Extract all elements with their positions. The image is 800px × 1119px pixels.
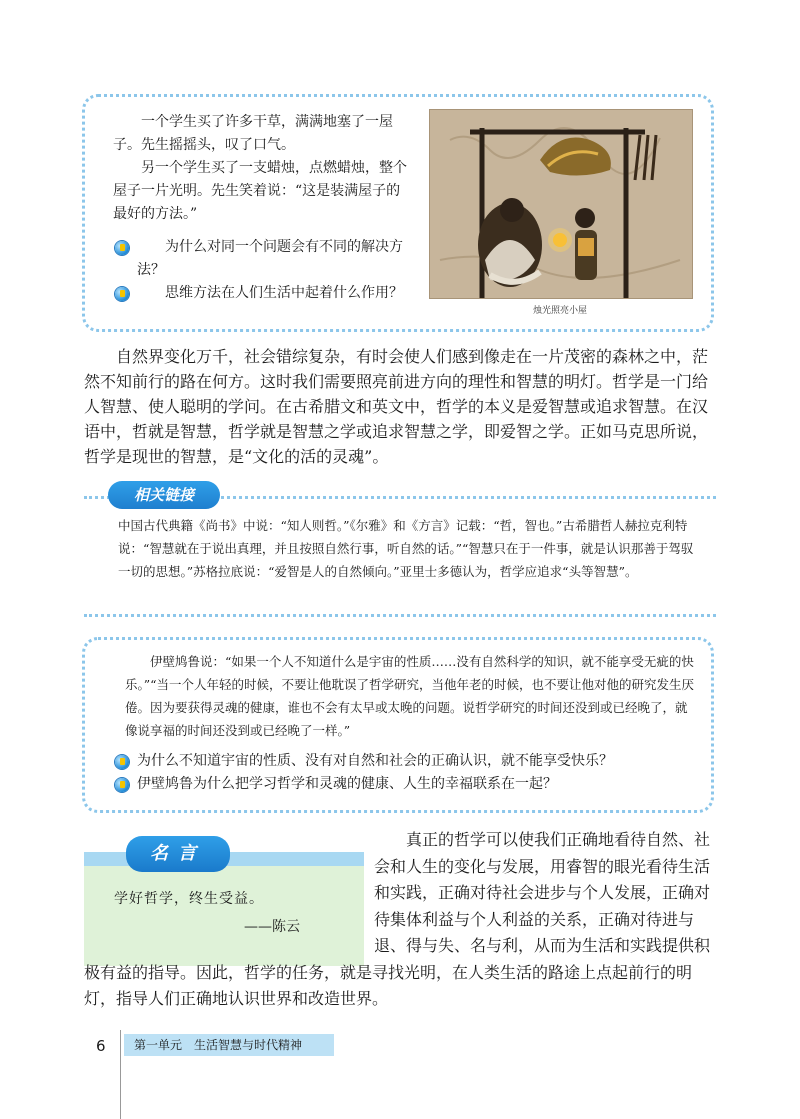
- footer-divider: [120, 1030, 121, 1119]
- epicurus-question-2: 伊壁鸠鲁为什么把学习哲学和灵魂的健康、人生的幸福联系在一起？: [113, 773, 693, 796]
- epicurus-question-1: 为什么不知道宇宙的性质、没有对自然和社会的正确认识，就不能享受快乐？: [113, 750, 693, 773]
- story-text: [113, 111, 413, 305]
- story-paragraph-2: 另一个学生买了一支蜡烛，点燃蜡烛，整个屋子一片光明。先生笑着说：“这是装满屋子的最好的方法。”: [113, 160, 407, 222]
- question-bullet-icon: [115, 287, 129, 301]
- story-question-1: 为什么对同一个问题会有不同的解决方法？: [113, 236, 413, 282]
- motto-quote: 学好哲学，终生受益。: [114, 891, 264, 907]
- epicurus-quote: 伊壁鸠鲁说：“如果一个人不知道什么是宇宙的性质……没有自然科学的知识，就不能享受无疵的快乐。”“当一个人年轻的时候，不要让他耽误了哲学研究，当他年老的时候，也不要让他对他的研究发生厌倦。因为要获得灵魂的健康，谁也不会有太早或太晚的问题。说哲学研究的时间还没到或已经晚了，就像说享福的时间还没到或已经晚了一样。”: [125, 654, 695, 738]
- related-link-text: 中国古代典籍《尚书》中说：“知人则哲。”《尔雅》和《方言》记载：“哲，智也。”古希腊哲人赫拉克利特说：“智慧就在于说出真理，并且按照自然行事，听自然的话。”“智慧只在于一件事，就是认识那善于驾驭一切的思想。”苏格拉底说：“爱智是人的自然倾向。”亚里士多德认为，哲学应追求“头等智慧”。: [118, 518, 694, 579]
- question-bullet-icon: [115, 755, 129, 769]
- story-box: [82, 94, 714, 332]
- motto-float-space: [84, 827, 374, 959]
- body-paragraph-2: 真正的哲学可以使我们正确地看待自然、社会和人生的变化与发展，用睿智的眼光看待生活和实践，正确对待社会进步与个人发展，正确对待集体利益与个人利益的关系，正确对待进与退、得与失、名与利，从而为生活和实践提供积极有益的指导。因此，哲学的任务，就是寻找光明，在人类生活的路途上点起前行的明灯，指导人们正确地认识世界和改造世界。: [84, 827, 716, 1013]
- epicurus-box: [82, 637, 714, 813]
- candle-hut-illustration: [429, 109, 693, 299]
- story-paragraph-1: 一个学生买了许多干草，满满地塞了一屋子。先生摇摇头，叹了口气。: [113, 114, 393, 153]
- illustration-caption: 烛光照亮小屋: [532, 306, 587, 316]
- question-bullet-icon: [115, 778, 129, 792]
- epicurus-questions: [113, 750, 693, 796]
- body-paragraph-1: 自然界变化万千，社会错综复杂，有时会使人们感到像走在一片茂密的森林之中，茫然不知前行的路在何方。这时我们需要照亮前进方向的理性和智慧的明灯。哲学是一门给人智慧、使人聪明的学问。在古希腊文和英文中，哲学的本义是爱智慧或追求智慧。在汉语中，哲就是智慧，哲学就是智慧之学或追求智慧之学，即爱智之学。正如马克思所说，哲学是现世的智慧，是“文化的活的灵魂”。: [84, 347, 709, 466]
- related-link-end-divider: [84, 614, 716, 617]
- question-bullet-icon: [115, 241, 129, 255]
- page-number: 6: [96, 1037, 106, 1055]
- motto-heading: 名言: [126, 836, 230, 872]
- story-question-2: 思维方法在人们生活中起着什么作用？: [113, 282, 413, 305]
- unit-title: 第一单元 生活智慧与时代精神: [124, 1034, 334, 1056]
- related-link-heading: 相关链接: [108, 481, 220, 509]
- motto-author: ——陈云: [244, 919, 300, 935]
